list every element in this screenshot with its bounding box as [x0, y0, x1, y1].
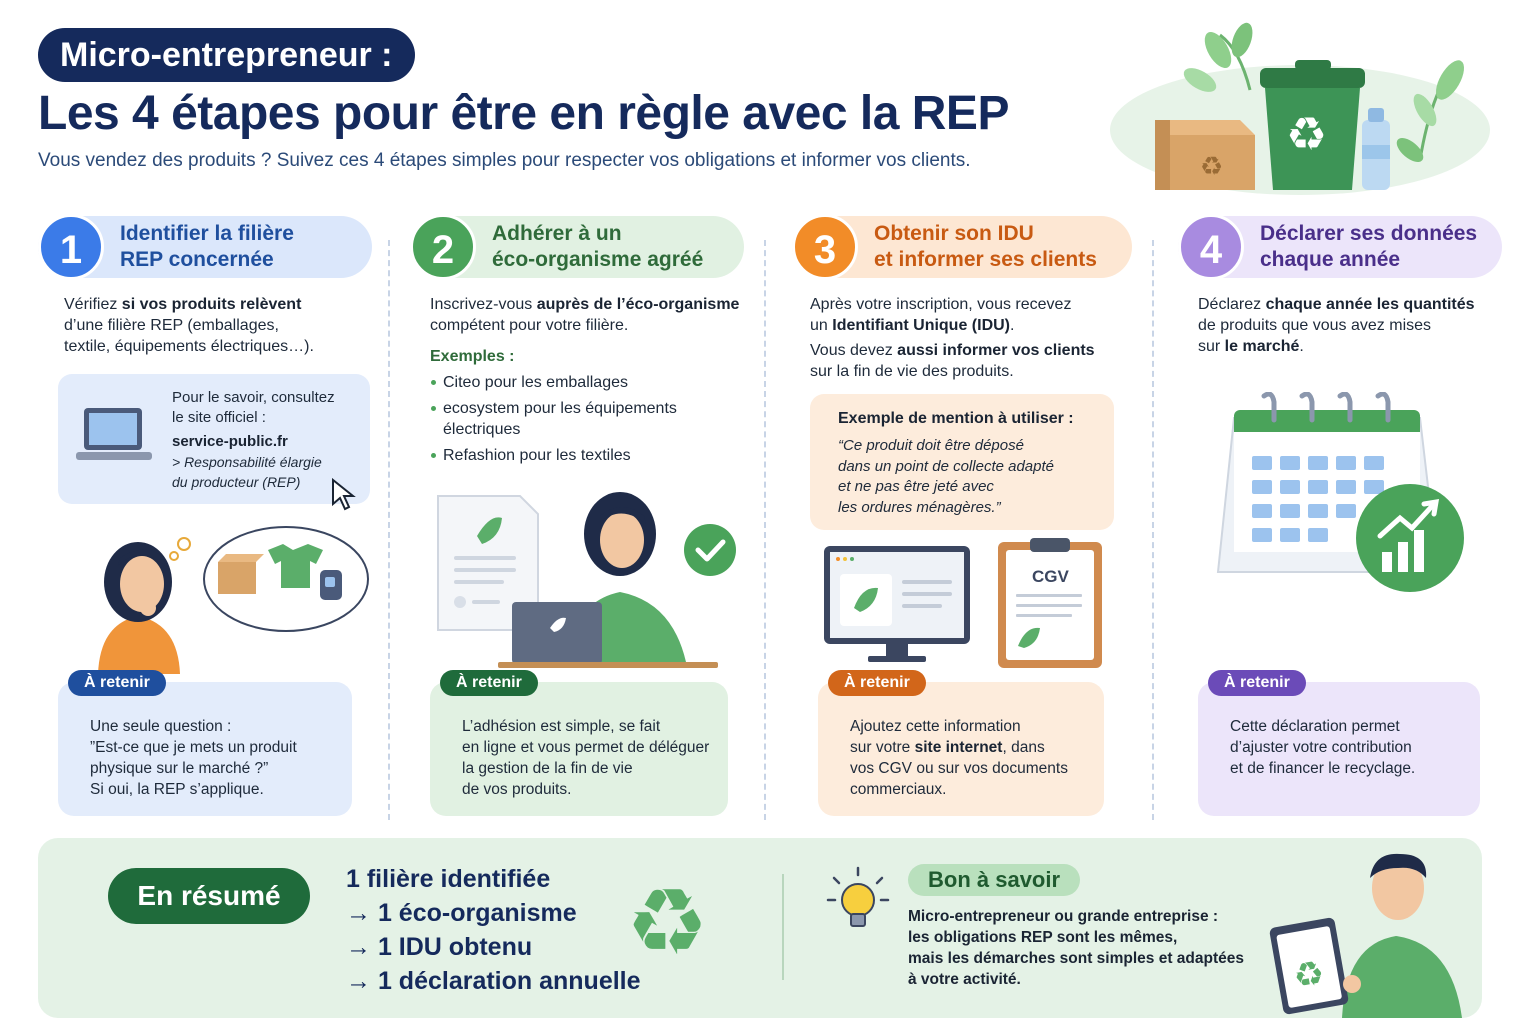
retenir-tag: À retenir: [68, 670, 166, 696]
step-2-retenir: À retenir L’adhésion est simple, se fait en ligne et vous permet de déléguer la gestion de la fin de vie de vos produits.: [430, 682, 728, 816]
column-divider: [1152, 240, 1154, 820]
step-3-description: Après votre inscription, vous recevez un Identifiant Unique (IDU). Vous devez aussi informer vos clients sur la fin de vie des produits.: [810, 296, 1095, 380]
step-4-title: Déclarer ses données chaque année: [1260, 222, 1478, 271]
step-2-number: 2: [410, 214, 476, 280]
chart-icon: [1356, 484, 1464, 592]
retenir-tag: À retenir: [440, 670, 538, 696]
step-3-retenir: À retenir Ajoutez cette information sur votre site internet, dans vos CGV ou sur vos documents commerciaux.: [818, 682, 1104, 816]
official-site-link[interactable]: service-public.fr: [172, 433, 288, 450]
step-4-number: 4: [1178, 214, 1244, 280]
mention-quote: “Ce produit doit être déposé dans un point de collecte adapté et ne pas être jeté avec les ordures ménagères.”: [838, 437, 1054, 516]
step-1-column: [38, 212, 398, 822]
step-3-column: [792, 212, 1152, 822]
summary-panel: [38, 838, 1482, 1018]
page-title: Les 4 étapes pour être en règle avec la REP: [38, 87, 1009, 140]
recycle-icon: ♻: [1286, 107, 1328, 161]
step-1-number: 1: [38, 214, 104, 280]
example-item: Citeo pour les emballages: [430, 372, 739, 393]
retenir-tag: À retenir: [1208, 670, 1306, 696]
page-subtitle: Vous vendez des produits ? Suivez ces 4 étapes simples pour respecter vos obligations et informer vos clients.: [38, 150, 971, 171]
step-2-column: [410, 212, 770, 822]
info-box: Pour le savoir, consultez le site officiel : service-public.fr > Responsabilité élargie du producteur (REP): [58, 374, 370, 504]
step-2-title: Adhérer à un éco-organisme agréé: [492, 222, 704, 271]
summary-lines: 1 filière identifiée → 1 éco-organisme → 1 IDU obtenu → 1 déclaration annuelle: [346, 865, 641, 995]
mention-title: Exemple de mention à utiliser :: [838, 410, 1074, 427]
cgv-label: CGV: [1032, 567, 1069, 586]
recycling-hero-illustration: [1100, 10, 1490, 195]
laptop-person-illustration: [432, 492, 752, 672]
step-1-retenir: À retenir Une seule question : ”Est-ce que je mets un produit physique sur le marché ?” Si oui, la REP s’applique.: [58, 682, 352, 816]
bon-a-savoir-label: Bon à savoir: [908, 864, 1080, 896]
step-4-retenir: À retenir Cette déclaration permet d’ajuster votre contribution et de financer le recyclage.: [1198, 682, 1480, 816]
recycle-icon: [622, 870, 722, 966]
step-4-column: [1178, 212, 1508, 822]
clipboard-icon: ♻: [1290, 952, 1328, 998]
header-pill: Micro-entrepreneur :: [38, 28, 415, 82]
retenir-tag: À retenir: [828, 670, 926, 696]
rep-link[interactable]: > Responsabilité élargie du producteur (REP): [172, 454, 322, 490]
svg-text:♻: ♻: [626, 870, 709, 966]
summary-separator: [782, 874, 784, 980]
calendar-icon: [1212, 392, 1472, 602]
laptop-icon: [74, 404, 154, 470]
step-3-number: 3: [792, 214, 858, 280]
mention-example-box: [810, 394, 1114, 530]
step-1-title: Identifier la filière REP concernée: [120, 222, 294, 271]
step-2-description: Inscrivez-vous auprès de l’éco-organisme compétent pour votre filière. Exemples : Citeo pour les emballages ecosystem pour les équipements électriques Refashion pour les textiles: [430, 296, 740, 464]
step-1-description: Vérifiez si vos produits relèvent d’une filière REP (emballages, textile, équipements électriques…).: [64, 296, 314, 355]
thinking-person-illustration: [78, 504, 378, 674]
step-4-description: Déclarez chaque année les quantités de produits que vous avez mises sur le marché.: [1198, 296, 1475, 355]
man-with-clipboard-illustration: [1266, 848, 1466, 1018]
step-3-title: Obtenir son IDU et informer ses clients: [874, 222, 1097, 271]
example-item: ecosystem pour les équipements électriques: [430, 398, 739, 440]
examples-title: Exemples :: [430, 348, 515, 365]
bon-a-savoir-text: Micro-entrepreneur ou grande entreprise : les obligations REP sont les mêmes, mais les démarches sont simples et adaptées à votre activité.: [908, 908, 1244, 988]
monitor-cgv-illustration: [822, 538, 1122, 678]
svg-text:♻: ♻: [1200, 152, 1224, 182]
lightbulb-icon: [826, 866, 890, 936]
example-item: Refashion pour les textiles: [430, 445, 739, 466]
summary-label: En résumé: [108, 868, 310, 924]
